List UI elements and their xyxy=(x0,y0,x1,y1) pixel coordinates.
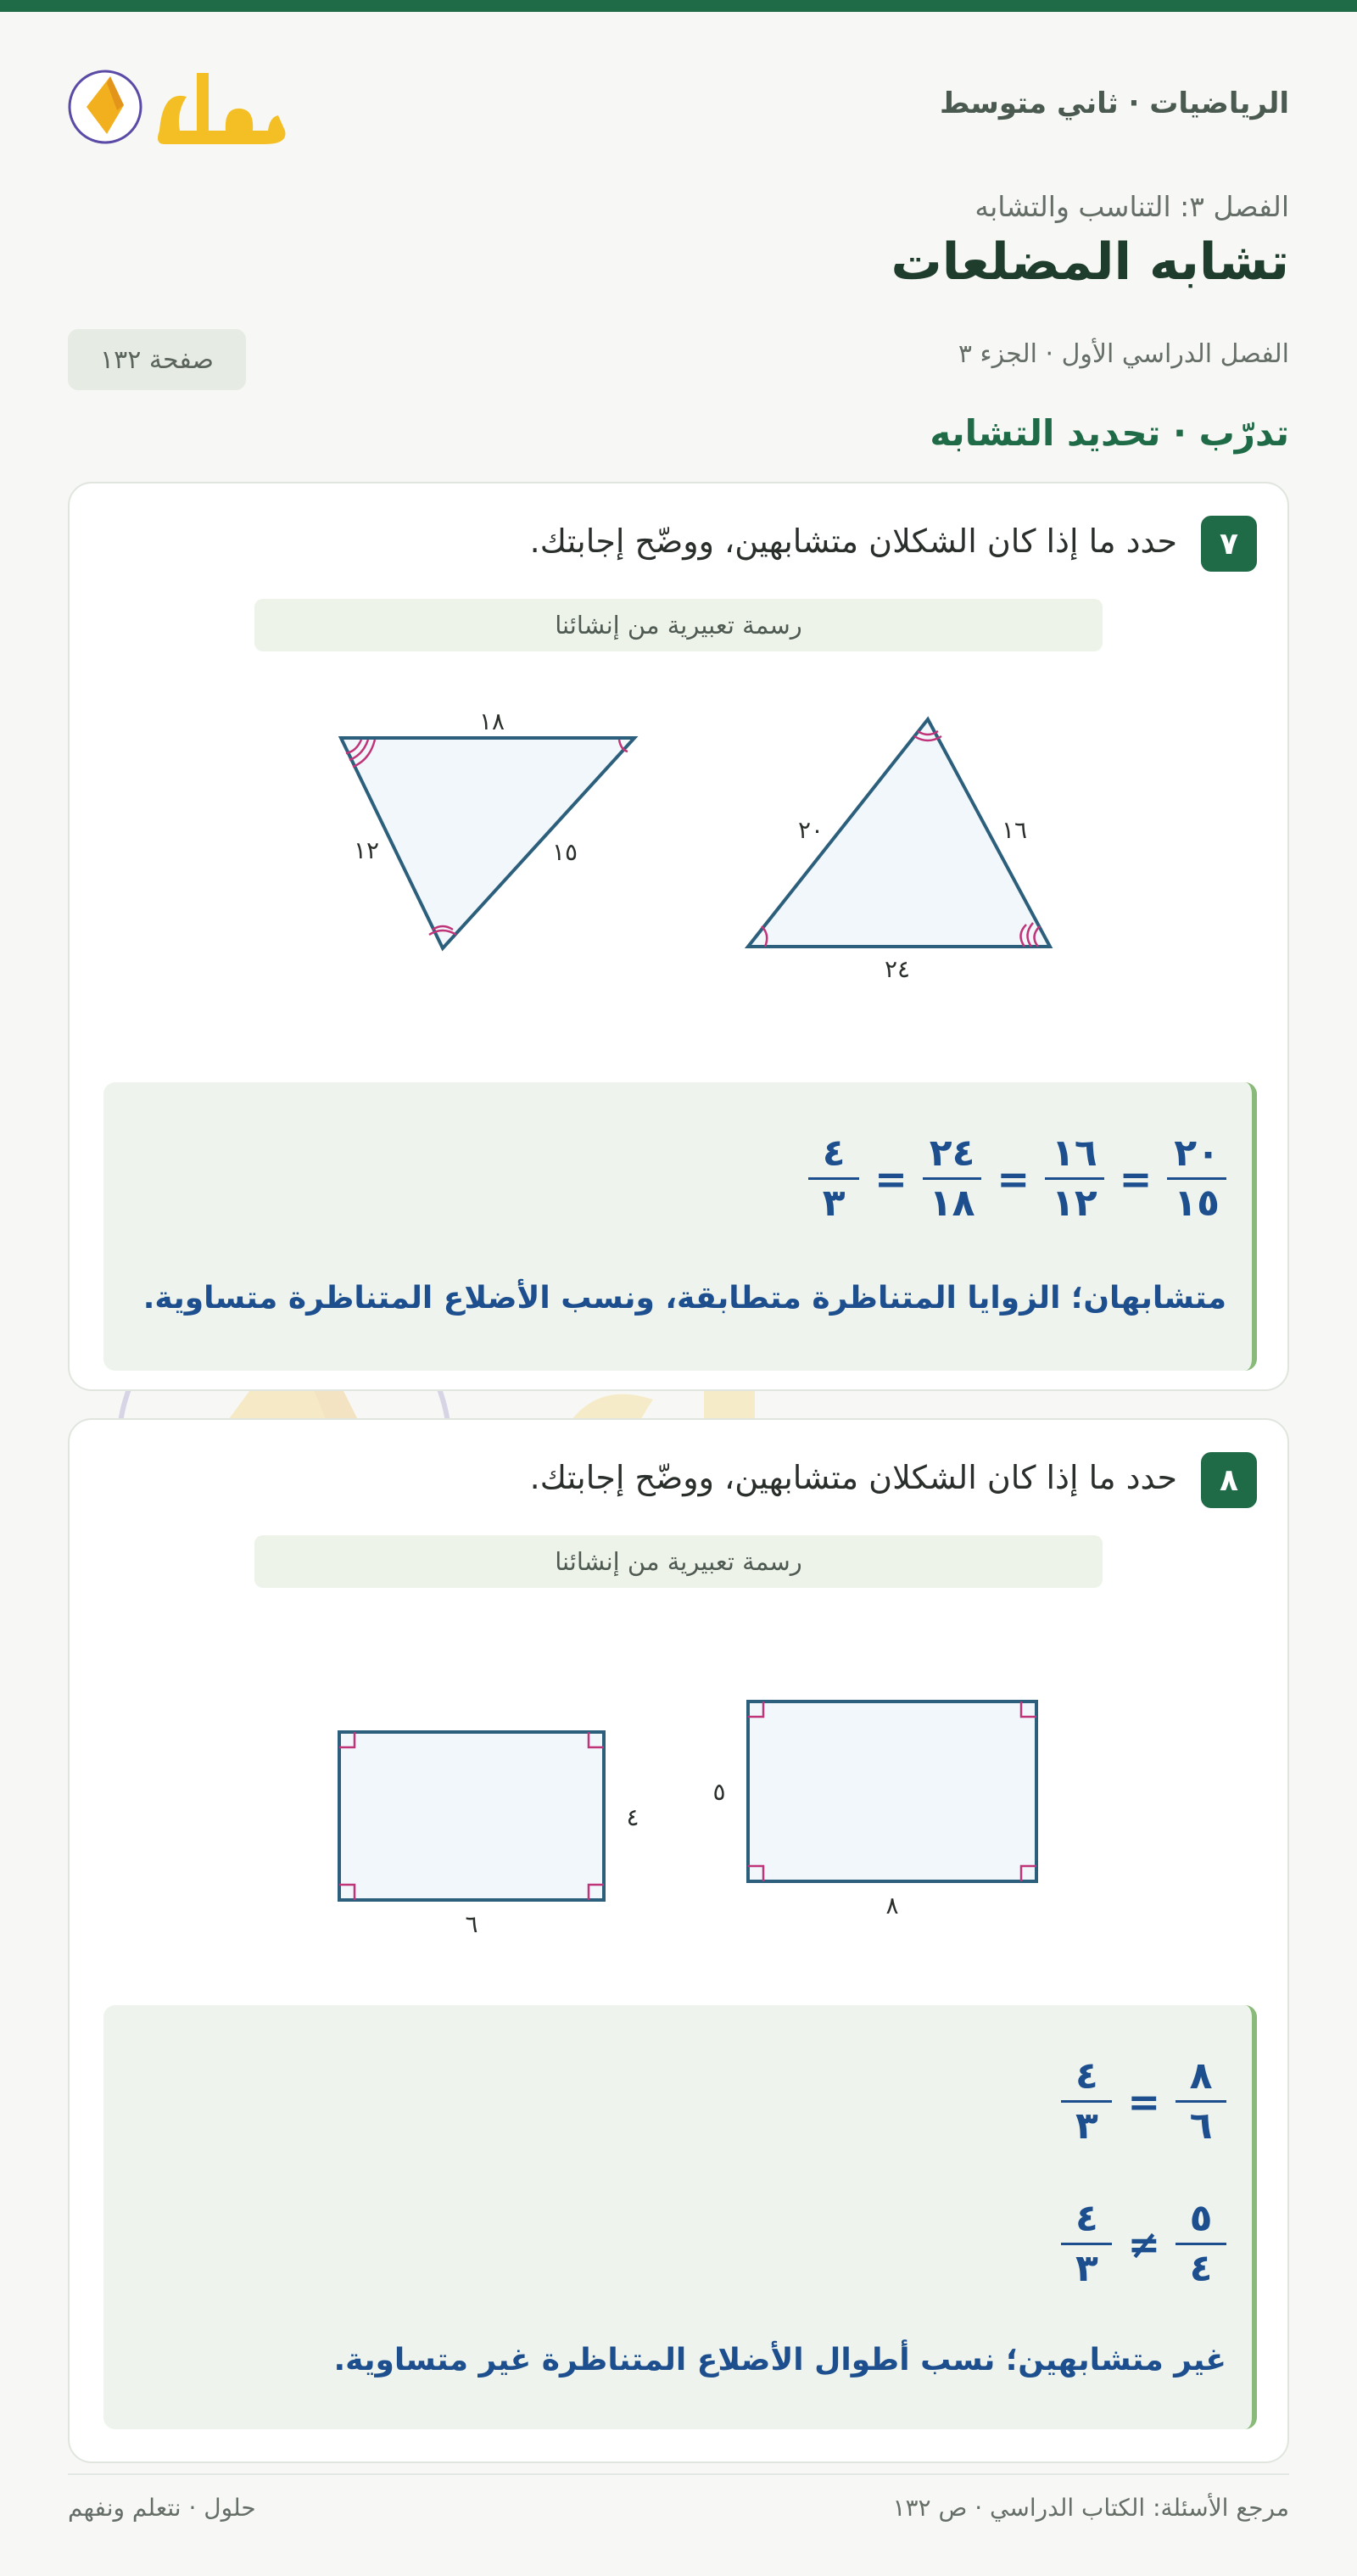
answer-box xyxy=(103,1082,1257,1371)
subject-label: الرياضيات · ثاني متوسط xyxy=(940,87,1289,120)
rectangle-small xyxy=(339,1732,639,1938)
side-label: ٢٤ xyxy=(884,955,911,983)
not-equal-sign: ≠ xyxy=(1127,2221,1160,2267)
page-number-badge: صفحة ١٣٢ xyxy=(68,329,246,390)
fraction: $\frac{٤}{٣}$ xyxy=(808,1130,859,1227)
footer-reference: مرجع الأسئلة: الكتاب الدراسي · ص ١٣٢ xyxy=(892,2494,1289,2522)
question-text: حدد ما إذا كان الشكلان متشابهين، ووضّح إجابتك. xyxy=(529,522,1177,560)
question-text: حدد ما إذا كان الشكلان متشابهين، ووضّح إجابتك. xyxy=(529,1459,1177,1496)
ratio-inequality xyxy=(1061,2195,1226,2293)
side-label: ٨ xyxy=(885,1891,899,1919)
page-footer xyxy=(68,2473,1289,2541)
fraction: $\frac{١٦}{١٢}$ xyxy=(1045,1130,1104,1227)
footer-brand: حلول · نتعلم ونفهم xyxy=(68,2494,256,2522)
side-label: ١٦ xyxy=(1001,816,1028,844)
illustration-note: رسمة تعبيرية من إنشائنا xyxy=(254,1535,1103,1588)
fraction: $\frac{٨}{٦}$ xyxy=(1176,2053,1226,2150)
page-header xyxy=(68,12,1289,190)
fraction: $\frac{٥}{٤}$ xyxy=(1176,2195,1226,2293)
answer-conclusion: غير متشابهين؛ نسب أطوال الأضلاع المتناظرة غير متساوية. xyxy=(333,2343,1226,2378)
side-label: ١٥ xyxy=(551,838,578,866)
side-label: ١٢ xyxy=(353,836,380,864)
side-label: ٥ xyxy=(712,1778,726,1806)
question-card-7 xyxy=(68,482,1289,1391)
term-label: الفصل الدراسي الأول · الجزء ٣ xyxy=(958,339,1289,369)
chapter-label: الفصل ٣: التناسب والتشابه xyxy=(974,190,1289,223)
question-card-8 xyxy=(68,1418,1289,2463)
equals-sign: = xyxy=(997,1155,1030,1202)
answer-conclusion: متشابهان؛ الزوايا المتناظرة متطابقة، ونسب الأضلاع المتناظرة متساوية. xyxy=(142,1281,1226,1316)
rectangles-figure xyxy=(70,1690,1291,1978)
answer-box xyxy=(103,2005,1257,2429)
lesson-meta xyxy=(68,190,1289,470)
rectangle-large xyxy=(712,1702,1036,1919)
page-title: تشابه المضلعات xyxy=(891,232,1289,292)
fraction: $\frac{٤}{٣}$ xyxy=(1061,2195,1112,2293)
triangle-large xyxy=(748,719,1050,983)
triangle-small xyxy=(341,712,634,948)
equals-sign: = xyxy=(874,1155,907,1202)
equals-sign: = xyxy=(1119,1155,1153,1202)
brand-logo[interactable] xyxy=(68,56,322,158)
side-label: ٤ xyxy=(626,1803,639,1831)
fraction: $\frac{٢٤}{١٨}$ xyxy=(923,1130,982,1227)
side-label: ٦ xyxy=(465,1910,478,1938)
question-number: ٧ xyxy=(1201,516,1257,572)
section-title: تدرّب · تحديد التشابه xyxy=(930,412,1289,454)
side-label: ١٨ xyxy=(478,712,505,735)
fraction: $\frac{٤}{٣}$ xyxy=(1061,2053,1112,2150)
top-accent-bar xyxy=(0,0,1357,12)
triangles-figure xyxy=(70,712,1291,1052)
fraction: $\frac{٢٠}{١٥}$ xyxy=(1167,1130,1226,1227)
question-number: ٨ xyxy=(1201,1452,1257,1508)
illustration-note: رسمة تعبيرية من إنشائنا xyxy=(254,599,1103,651)
equals-sign: = xyxy=(1127,2078,1160,2125)
ratio-equation xyxy=(1061,2053,1226,2150)
ratio-equation xyxy=(808,1130,1226,1227)
side-label: ٢٠ xyxy=(797,816,824,844)
